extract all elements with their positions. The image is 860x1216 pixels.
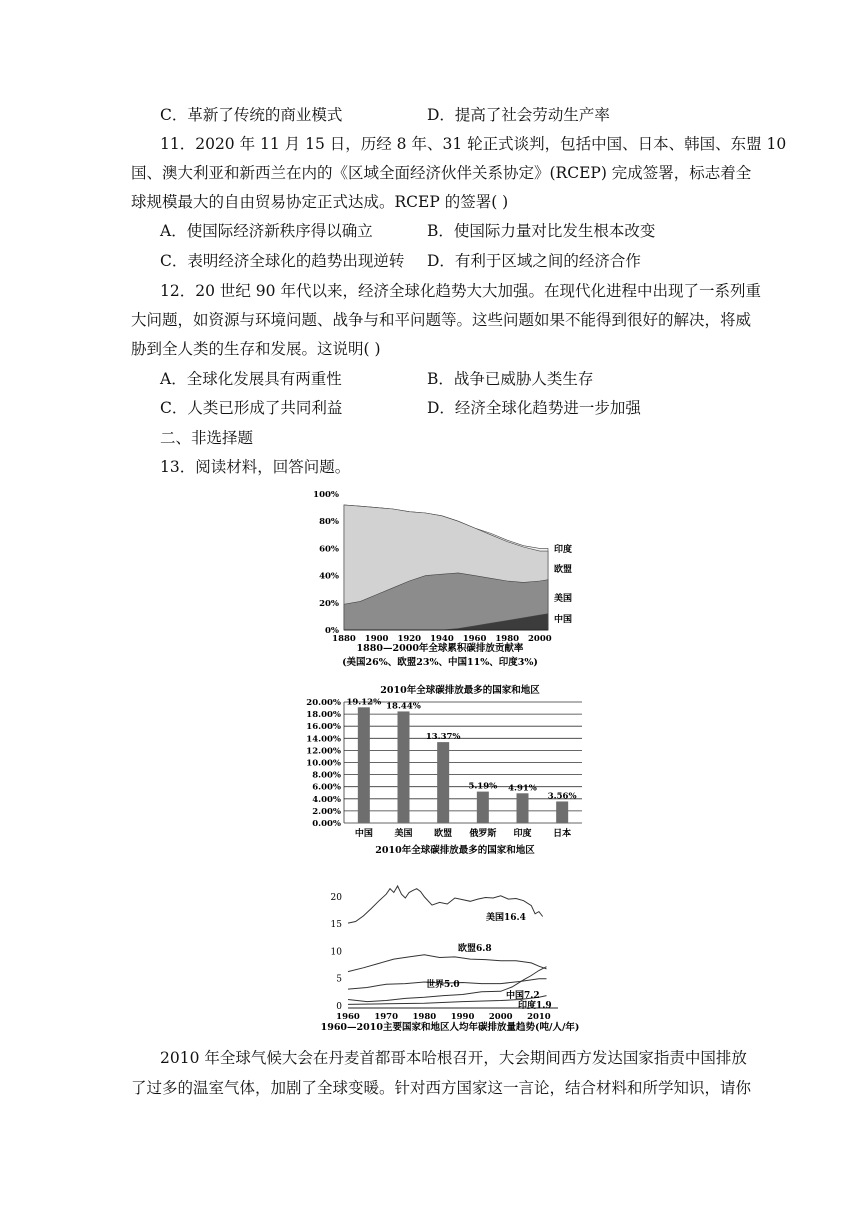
y-tick-label: 20 [330,892,342,903]
x-tick-label: 2000 [528,634,552,644]
bar-value-label: 18.44% [386,701,421,712]
legend-label-欧盟: 欧盟 [554,565,573,575]
y-tick-label: 18.00% [306,710,341,721]
q11-option-a: A．使国际经济新秩序得以确立 [160,222,373,240]
q12-option-a: A．全球化发展具有两重性 [160,370,342,388]
series-label-美国: 美国16.4 [486,913,526,923]
q11-stem-line1: 11．2020 年 11 月 15 日，历经 8 年、31 轮正式谈判，包括中国、日本、韩国、东盟 10 [160,135,787,153]
y-tick-label: 16.00% [306,722,341,733]
y-tick-label: 20% [319,598,339,609]
line-欧盟 [348,955,547,972]
section-heading: 二、非选择题 [160,429,254,447]
y-tick-label: 0 [336,1002,342,1012]
chart1-subtitle: (美国26%、欧盟23%、中国11%、印度3%) [342,657,538,668]
category-label: 欧盟 [434,829,453,839]
per-capita-emissions-line-chart [300,876,600,1036]
q12-option-c: C．人类已形成了共同利益 [160,399,343,417]
y-tick-label: 10 [330,947,342,958]
series-label-世界: 世界5.0 [426,980,460,990]
x-tick-label: 1960 [462,634,487,644]
y-tick-label: 40% [319,571,339,582]
y-tick-label: 12.00% [306,746,341,757]
x-tick-label: 1990 [450,1012,475,1022]
y-tick-label: 8.00% [312,770,341,781]
legend-label-印度: 印度 [554,545,573,555]
category-label: 中国 [354,829,373,839]
bar-中国 [358,707,370,823]
chart3-title: 1960—2010主要国家和地区人均年碳排放量趋势(吨/人/年) [320,1022,580,1033]
emissions-2010-figure [300,682,600,858]
q10-option-d: D．提高了社会劳动生产率 [427,106,610,124]
y-tick-label: 100% [313,490,339,500]
x-tick-label: 1970 [374,1012,399,1022]
y-tick-label: 10.00% [306,758,341,769]
x-tick-label: 1940 [430,634,454,644]
y-tick-label: 6.00% [312,782,341,793]
bar-value-label: 5.19% [468,781,498,792]
cumulative-emissions-area-chart [300,486,600,672]
category-label: 美国 [394,829,413,839]
x-tick-label: 1920 [397,634,422,644]
per-capita-emissions-figure [300,876,600,1036]
chart1-title: 1880—2000年全球累积碳排放贡献率 [356,643,524,654]
x-tick-label: 1980 [495,634,520,644]
q10-option-c: C．革新了传统的商业模式 [160,106,343,124]
bar-俄罗斯 [477,792,489,823]
chart2-title: 2010年全球碳排放最多的国家和地区 [380,685,540,696]
x-tick-label: 1900 [364,634,389,644]
q13-material-line2: 了过多的温室气体，加剧了全球变暖。针对西方国家这一言论，结合材料和所学知识，请你 [131,1079,752,1097]
bar-value-label: 19.12% [346,697,382,708]
legend-label-美国: 美国 [554,594,573,604]
bar-value-label: 4.91% [508,783,537,794]
y-tick-label: 0% [325,626,339,636]
q11-option-c: C．表明经济全球化的趋势出现逆转 [160,252,405,270]
q12-option-d: D．经济全球化趋势进一步加强 [427,399,641,417]
bar-日本 [556,801,568,823]
q11-option-d: D．有利于区域之间的经济合作 [427,252,641,270]
q13-stem: 13．阅读材料，回答问题。 [160,458,351,476]
bar-value-label: 3.56% [547,791,577,802]
category-label: 俄罗斯 [469,829,497,839]
x-tick-label: 1980 [412,1012,437,1022]
series-label-印度: 印度1.9 [518,1001,552,1011]
q12-stem-line3: 胁到全人类的生存和发展。这说明( ) [131,340,381,358]
x-tick-label: 1880 [332,634,356,644]
chart2-caption: 2010年全球碳排放最多的国家和地区 [375,845,535,856]
x-tick-label: 2010 [527,1012,551,1022]
y-tick-label: 5 [336,974,342,985]
bar-欧盟 [437,742,449,823]
category-label: 印度 [513,829,532,839]
y-tick-label: 0.00% [312,819,341,829]
x-tick-label: 2000 [488,1012,513,1022]
q12-stem-line1: 12．20 世纪 90 年代以来，经济全球化趋势大大加强。在现代化进程中出现了一系列重 [160,282,761,300]
y-tick-label: 60% [319,544,339,555]
y-tick-label: 14.00% [306,734,341,745]
series-label-中国: 中国7.2 [506,991,540,1001]
q11-stem-line3: 球规模最大的自由贸易协定正式达成。RCEP 的签署( ) [131,193,509,211]
category-label: 日本 [553,829,572,839]
legend-label-中国: 中国 [554,615,573,625]
y-tick-label: 20.00% [306,698,341,708]
cumulative-emissions-figure [300,486,600,672]
y-tick-label: 2.00% [312,806,341,817]
y-tick-label: 80% [319,517,339,528]
series-label-欧盟: 欧盟6.8 [458,944,492,954]
q11-option-b: B．使国际力量对比发生根本改变 [427,222,656,240]
y-tick-label: 15 [330,920,342,931]
q12-option-b: B．战争已威胁人类生存 [427,370,594,388]
bar-印度 [517,793,529,823]
q11-stem-line2: 国、澳大利亚和新西兰在内的《区域全面经济伙伴关系协定》(RCEP) 完成签署，标志着全 [131,164,752,182]
bar-value-label: 13.37% [425,732,461,743]
x-tick-label: 1960 [336,1012,360,1022]
bar-美国 [398,711,410,823]
emissions-2010-bar-chart [300,682,600,858]
y-tick-label: 4.00% [312,794,341,805]
q13-material-line1: 2010 年全球气候大会在丹麦首都哥本哈根召开，大会期间西方发达国家指责中国排放 [160,1049,747,1067]
q12-stem-line2: 大问题，如资源与环境问题、战争与和平问题等。这些问题如果不能得到很好的解决，将威 [131,311,752,329]
